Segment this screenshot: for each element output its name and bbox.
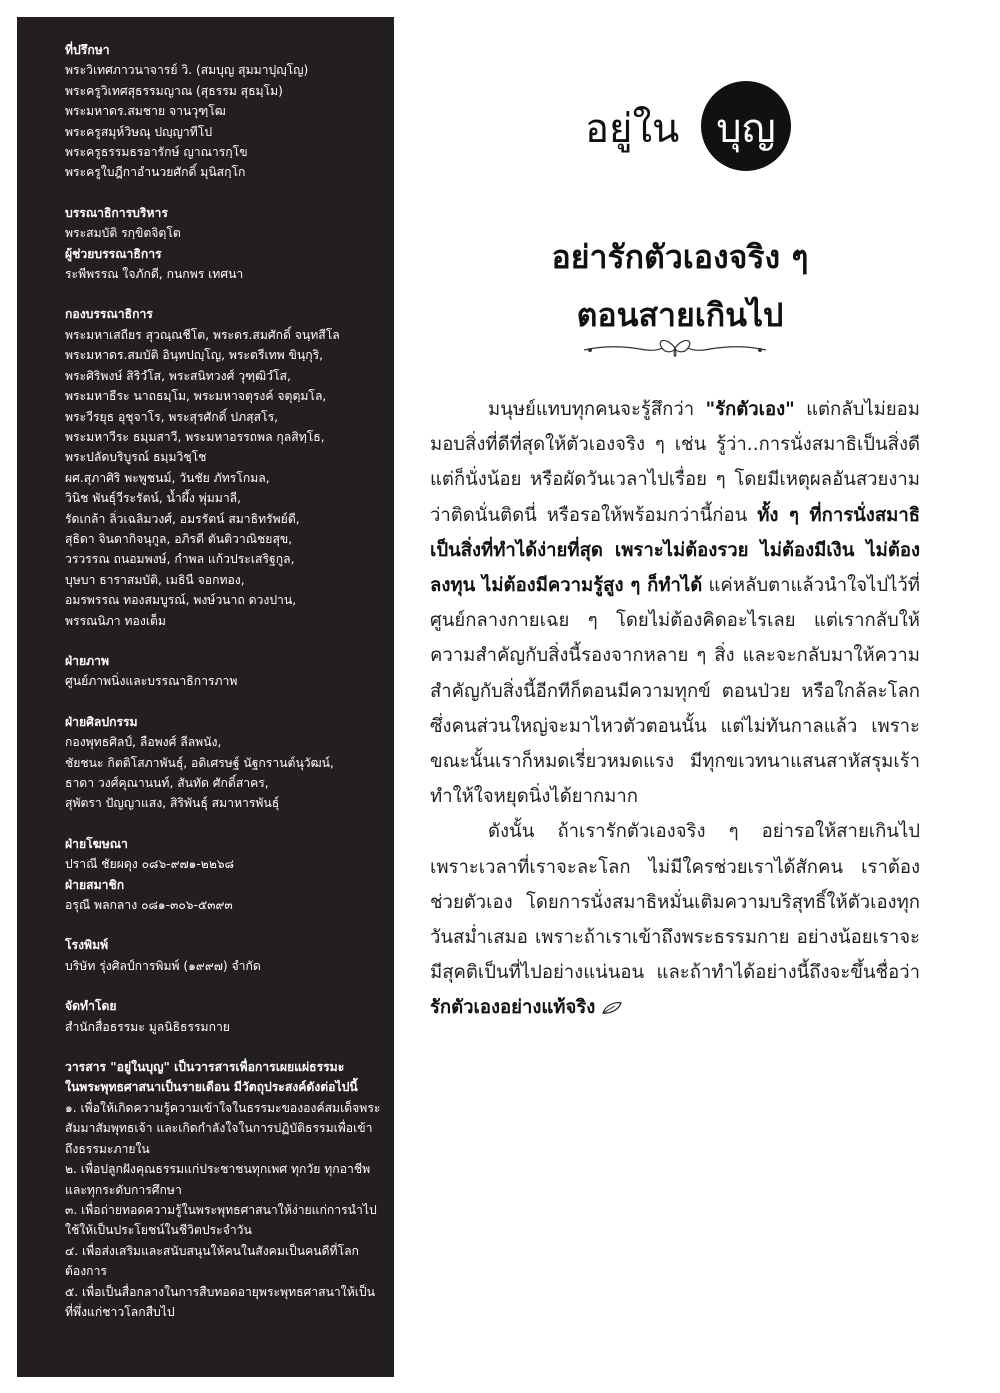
p2-emphasis-true-self-love: รักตัวเองอย่างแท้จริง	[430, 997, 596, 1019]
paragraph-2	[430, 814, 920, 1025]
assistant-editor-heading: ผู้ช่วยบรรณาธิการ	[65, 246, 162, 261]
editorial-board-section	[65, 304, 382, 631]
board-line: สุธิดา จินดากิจนุกูล, อภิรดี ตันติวาณิชยสุข,	[65, 531, 293, 546]
editor-exec-heading: บรรณาธิการบริหาร	[65, 205, 168, 220]
title-line-1: อย่ารักตัวเองจริง ๆ	[551, 238, 809, 276]
board-line: พระมหาดร.สมบัติ อินฺทปญฺโญ, พระตรีเทพ ขินฺกุริ,	[65, 348, 324, 363]
editorial-board-heading: กองบรรณาธิการ	[65, 307, 153, 322]
board-line: พระศิริพงษ์ สิริวํโส, พระสนิทวงศ์ วุฑฺฒิวํโส,	[65, 368, 291, 383]
p1-text-e: แค่หลับตาแล้วนำใจไปไว้ที่ศูนย์กลางกายเฉย ๆ โดยไม่ต้องคิดอะไรเลย แต่เรากลับให้ความสำคัญกับสิ่งนี้รองจากหลาย ๆ สิ่ง และจะกลับมาให้ความสำคัญกับสิ่งนี้อีกทีก็ตอนมีความทุกข์ ตอนป่วย หรือใกล้ละโลก ซึ่งคนส่วนใหญ่จะมาไหวตัวตอนนั้น แต่ไม่ทันกาลแล้ว เพราะขณะนั้นเราก็หมดเรี่ยวหมดแรง มีทุกขเวทนาแสนสาหัสรุมเร้า ทำให้ใจหยุดนิ่งได้ยากมาก	[430, 575, 920, 808]
leaf-end-icon	[601, 1001, 623, 1015]
board-line: อมรพรรณ ทองสมบูรณ์, พงษ์วนาถ ดวงปาน,	[65, 593, 297, 608]
editor-exec-name: พระสมบัติ รกฺขิตจิตฺโต	[65, 226, 181, 241]
magazine-logo	[583, 80, 793, 172]
art-line: ชัยชนะ กิตติโสภาพันธุ์, อดิเศรษฐ์ นัฐกรานต์นุวัฒน์,	[65, 755, 334, 770]
purpose-heading-1: วารสาร "อยู่ในบุญ" เป็นวารสารเพื่อการเผยแผ่ธรรมะ	[65, 1060, 345, 1075]
purpose-item: ๕. เพื่อเป็นสื่อกลางในการสืบทอดอายุพระพุทธศาสนาให้เป็นที่พึ่งแก่ชาวโลกสืบไป	[65, 1284, 375, 1319]
art-heading: ฝ่ายศิลปกรรม	[65, 714, 138, 729]
masthead-sidebar	[17, 17, 394, 1377]
logo-text-right: บุญ	[716, 106, 776, 152]
p1-emphasis-meditation: ทั้ง ๆ ที่การนั่งสมาธิเป็นสิ่งที่ทำได้ง่ายที่สุด เพราะไม่ต้องรวย ไม่ต้องมีเงิน ไม่ต้องลงทุน ไม่ต้องมีความรู้สูง ๆ ก็ทำได้	[430, 504, 920, 597]
purpose-heading-2: ในพระพุทธศาสนาเป็นรายเดือน มีวัตถุประสงค์ดังต่อไปนี้	[65, 1080, 358, 1095]
board-line: พระวีรยุธ อุชุจาโร, พระสุรศักดิ์ ปภสฺสโร,	[65, 409, 279, 424]
p1-text-c: แต่กลับไม่ยอมมอบสิ่งที่ดีที่สุดให้ตัวเองจริง ๆ เช่น รู้ว่า..การนั่งสมาธิเป็นสิ่งดี แต่ก็นั่งน้อย หรือผัดวันเวลาไปเรื่อย ๆ โดยมีเหตุผลอันสวยงามว่าติดนั่นติดนี่ หรือรอให้พร้อมกว่านี้ก่อน	[430, 399, 920, 526]
producer-section	[65, 996, 382, 1037]
board-line: พระมหาธีระ นาถธมฺโม, พระมหาจตุรงค์ จตุตฺมโล,	[65, 389, 327, 404]
purpose-item: ๔. เพื่อส่งเสริมและสนับสนุนให้คนในสังคมเป็นคนดีที่โลกต้องการ	[65, 1243, 359, 1279]
advisors-heading: ที่ปรึกษา	[65, 43, 110, 57]
printing-name: บริษัท รุ่งศิลป์การพิมพ์ (๑๙๙๗) จำกัด	[65, 958, 261, 973]
board-line: วินิช พันธุ์วีระรัตน์, น้ำผึ้ง พุ่มมาลี,	[65, 491, 242, 506]
assistant-editor-name: ระพีพรรณ ใจภักดี, กนกพร เทศนา	[65, 267, 244, 282]
advisors-section	[65, 40, 382, 183]
purpose-section	[65, 1057, 382, 1322]
ads-membership-section	[65, 834, 382, 916]
article-body	[430, 392, 920, 1026]
board-line: พรรณนิภา ทองเต็ม	[65, 613, 166, 628]
advisor-line: พระครูสมุห์วิษณุ ปญฺญาทีโป	[65, 124, 213, 139]
photo-heading: ฝ่ายภาพ	[65, 653, 110, 668]
art-line: กองพุทธศิลป์, ลือพงศ์ ลีลพนัง,	[65, 735, 222, 750]
advisor-line: พระวิเทศภาวนาจารย์ วิ. (สมบุญ สุมมาปุญฺโญ)	[65, 63, 309, 78]
advisor-line: พระครูใบฎีกาอำนวยศักดิ์ มุนิสกฺโก	[65, 165, 246, 180]
photo-section	[65, 651, 382, 692]
producer-name: สำนักสื่อธรรมะ มูลนิธิธรรมกาย	[65, 1019, 230, 1034]
article-title	[420, 228, 940, 344]
title-line-2: ตอนสายเกินไป	[576, 296, 784, 334]
p1-text-a: มนุษย์แทบทุกคนจะรู้สึกว่า	[488, 399, 706, 420]
membership-heading: ฝ่ายสมาชิก	[65, 877, 125, 892]
membership-contact: อรุณี พลกลาง ๐๘๑-๓๐๖-๕๓๙๓	[65, 898, 233, 913]
advisor-line: พระครูวิเทศสุธรรมญาณ (สุธรรม สุธมฺโม)	[65, 83, 283, 98]
art-line: สุพัตรา ปัญญาแสง, สิริพันธุ์ สมาหารพันธุ์	[65, 796, 280, 811]
board-line: ผศ.สุภาศิริ พะพูชนม์, วันชัย ภัทรโกมล,	[65, 470, 270, 485]
advisor-line: พระมหาดร.สมชาย จานวุฑฺโฒ	[65, 104, 226, 119]
printing-section	[65, 935, 382, 976]
photo-name: ศูนย์ภาพนิ่งและบรรณาธิการภาพ	[65, 674, 238, 689]
purpose-item: ๒. เพื่อปลูกฝังคุณธรรมแก่ประชาชนทุกเพศ ทุกวัย ทุกอาชีพ และทุกระดับการศึกษา	[65, 1162, 371, 1197]
board-line: พระมหาเสถียร สุวณฺณชีโต, พระดร.สมศักดิ์ จนฺทสีโล	[65, 327, 340, 342]
art-section	[65, 712, 382, 814]
editor-section	[65, 203, 382, 285]
printing-heading: โรงพิมพ์	[65, 938, 109, 953]
purpose-item: ๓. เพื่อถ่ายทอดความรู้ในพระพุทธศาสนาให้ง่ายแก่การนำไปใช้ให้เป็นประโยชน์ในชีวิตประจำวัน	[65, 1202, 377, 1238]
board-line: พระปลัดบริบูรณ์ ธมฺมวิชฺโช	[65, 450, 207, 465]
producer-heading: จัดทำโดย	[65, 999, 117, 1014]
flourish-ornament	[580, 330, 770, 364]
paragraph-1	[430, 392, 920, 814]
board-line: บุษบา ธาราสมบัติ, เมธินี จอกทอง,	[65, 572, 245, 587]
purpose-item: ๑. เพื่อให้เกิดความรู้ความเข้าใจในธรรมะขององค์สมเด็จพระสัมมาสัมพุทธเจ้า และเกิดกำลังใจในการปฏิบัติธรรมเพื่อเข้าถึงธรรมะภายใน	[65, 1100, 381, 1156]
board-line: รัดเกล้า ลิ่วเฉลิมวงศ์, อมรรัตน์ สมาธิทรัพย์ดี,	[65, 511, 300, 526]
logo-text-left: อยู่ใน	[585, 106, 680, 152]
board-line: วรวรรณ ถนอมพงษ์, กำพล แก้วประเสริฐกูล,	[65, 552, 295, 567]
art-line: ธาดา วงศ์คุณานนท์, สันทัด ศักดิ์สาคร,	[65, 776, 269, 790]
board-line: พระมหาวีระ ธมฺมสาวี, พระมหาอรรถพล กุลสิทฺโธ,	[65, 429, 325, 444]
p1-emphasis-self-love: "รักตัวเอง"	[705, 399, 795, 420]
advisor-line: พระครูธรรมธรอารักษ์ ญาณารกฺโข	[65, 145, 248, 160]
advertising-heading: ฝ่ายโฆษณา	[65, 836, 128, 851]
p2-text-a: ดังนั้น ถ้าเรารักตัวเองจริง ๆ อย่ารอให้สายเกินไป เพราะเวลาที่เราจะละโลก ไม่มีใครช่วยเราได้สักคน เราต้องช่วยตัวเอง โดยการนั่งสมาธิหมั่นเติมความบริสุทธิ์ให้ตัวเองทุกวันสม่ำเสมอ เพราะถ้าเราเข้าถึงพระธรรมกาย อย่างน้อยเราจะมีสุคติเป็นที่ไปอย่างแน่นอน และถ้าทำได้อย่างนี้ถึงจะขึ้นชื่อว่า	[430, 821, 920, 984]
advertising-contact: ปราณี ชัยผดุง ๐๘๖-๙๗๑-๒๒๖๘	[65, 857, 235, 872]
